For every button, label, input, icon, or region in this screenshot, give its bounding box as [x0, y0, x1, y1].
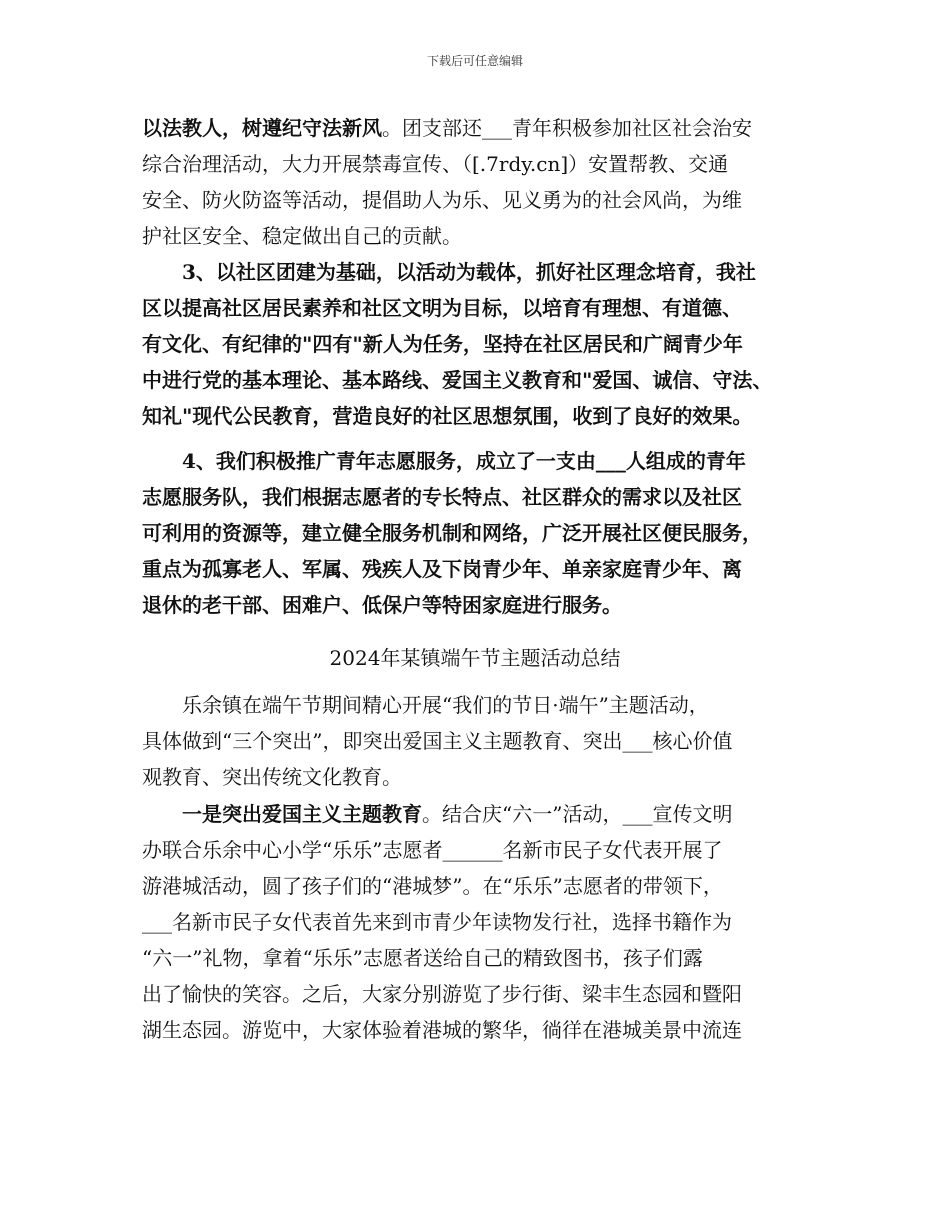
paragraph-1: [142, 110, 822, 254]
text-line: 游港城活动，圆了孩子们的“港城梦”。在“乐乐”志愿者的带领下，: [142, 874, 723, 898]
bold-lead: 以法教人，树遵纪守法新风: [142, 116, 382, 140]
text-line: ___名新市民子女代表首先来到市青少年读物发行社，选择书籍作为: [142, 910, 732, 934]
text-line: 综合治理活动，大力开展禁毒宣传、（[.7rdy.cn]）安置帮教、交通: [142, 152, 729, 176]
text-line: 退休的老干部、困难户、低保户等特困家庭进行服务。: [142, 593, 622, 617]
paragraph-3: [142, 443, 822, 623]
page-header: 下载后可任意编辑: [426, 54, 523, 68]
text-line: 具体做到“三个突出”，即突出爱国主义主题教育、突出___核心价值: [142, 729, 733, 753]
text-line: 护社区安全、稳定做出自己的贡献。: [142, 224, 462, 248]
text-line: 有文化、有纪律的"四有"新人为任务，坚持在社区居民和广阔青少年: [142, 332, 743, 356]
text-line: 重点为孤寡老人、军属、残疾人及下岗青少年、单亲家庭青少年、离: [142, 557, 742, 581]
text-line: 区以提高社区居民素养和社区文明为目标，以培育有理想、有道德、: [142, 296, 742, 320]
bold-lead: 一是突出爱国主义主题教育: [182, 802, 422, 826]
text-line: 办联合乐余中心小学“乐乐”志愿者______名新市民子女代表开展了: [142, 838, 723, 862]
text-line: 出了愉快的笑容。之后，大家分别游览了步行街、梁丰生态园和暨阳: [142, 982, 742, 1006]
text-line: [142, 796, 822, 832]
paragraph-5: [142, 796, 822, 1048]
paragraph-2: [142, 254, 822, 434]
text-line: 知礼"现代公民教育，营造良好的社区思想氛围，收到了良好的效果。: [142, 404, 753, 428]
text-line: 可利用的资源等，建立健全服务机制和网络，广泛开展社区便民服务，: [142, 521, 762, 545]
text-run: 。结合庆“六一”活动，___宣传文明: [422, 802, 733, 826]
text-line: 3、以社区团建为基础，以活动为载体，抓好社区理念培育，我社: [182, 260, 756, 284]
text-line: 中进行党的基本理论、基本路线、爱国主义教育和"爱国、诚信、守法、: [142, 368, 773, 392]
text-line: 观教育、突出传统文化教育。: [142, 765, 402, 789]
text-line: 湖生态园。游览中，大家体验着港城的繁华，徜徉在港城美景中流连: [142, 1018, 742, 1042]
text-line: [142, 110, 822, 146]
text-line: “六一”礼物，拿着“乐乐”志愿者送给自己的精致图书，孩子们露: [142, 946, 703, 970]
text-line: 安全、防火防盗等活动，提倡助人为乐、见义勇为的社会风尚，为维: [142, 188, 742, 212]
text-line: 乐余镇在端午节期间精心开展“我们的节日·端午”主题活动，: [182, 693, 709, 717]
text-line: 4、我们积极推广青年志愿服务，成立了一支由___人组成的青年: [182, 449, 746, 473]
text-run: 。团支部还___青年积极参加社区社会治安: [382, 116, 752, 140]
section-title: 2024年某镇端午节主题活动总结: [329, 646, 621, 670]
paragraph-4: [142, 687, 822, 795]
text-line: 志愿服务队，我们根据志愿者的专长特点、社区群众的需求以及社区: [142, 485, 742, 509]
